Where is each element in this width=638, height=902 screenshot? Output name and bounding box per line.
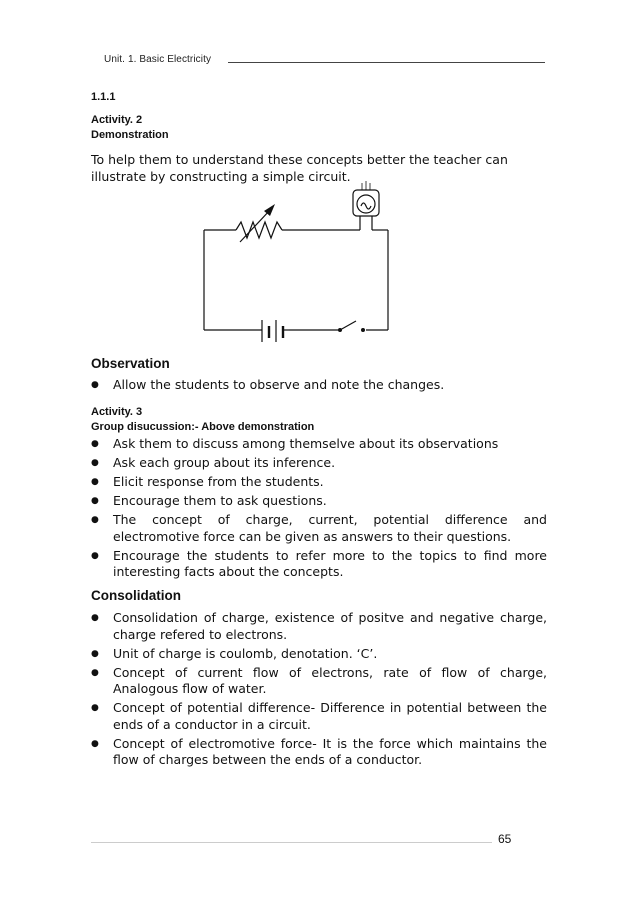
observation-list	[91, 377, 547, 396]
observation-item: ● Allow the students to observe and note the changes.	[91, 377, 547, 394]
activity-3-item: ● Elicit response from the students.	[91, 474, 547, 491]
activity-3-list	[91, 436, 547, 583]
activity-3-title: Activity. 3	[91, 406, 143, 418]
activity-2-title: Activity. 2	[91, 114, 143, 126]
section-number: 1.1.1	[91, 91, 116, 103]
switch-contact-left	[338, 328, 342, 332]
activity-3-item: ● The concept of charge, current, potential difference and electromotive force can be given as answers to their questions.	[91, 512, 547, 545]
observation-heading: Observation	[91, 356, 170, 371]
activity-3-item: ● Ask each group about its inference.	[91, 455, 547, 472]
activity-3-item: ● Ask them to discuss among themselve about its observations	[91, 436, 547, 453]
intro-paragraph: To help them to understand these concepts better the teacher can illustrate by constructing a simple circuit.	[91, 152, 508, 184]
switch-contact-right	[361, 328, 365, 332]
lamp-filament	[361, 203, 371, 209]
consolidation-item: ● Concept of potential difference- Difference in potential between the ends of a conductor in a circuit.	[91, 700, 547, 733]
consolidation-heading: Consolidation	[91, 588, 181, 603]
consolidation-item: ● Consolidation of charge, existence of positve and negative charge, charge refered to electrons.	[91, 610, 547, 643]
rheostat-resistor	[236, 222, 282, 238]
switch-lever	[340, 321, 356, 330]
activity-3-heading	[91, 405, 314, 435]
activity-3-item: ● Encourage the students to refer more to the topics to find more interesting facts about the concepts.	[91, 548, 547, 581]
activity-3-subtitle: Group disucussion:- Above demonstration	[91, 421, 315, 433]
consolidation-item: ● Concept of electromotive force- It is the force which maintains the flow of charges between the ends of a conductor.	[91, 736, 547, 769]
activity-2-subtitle: Demonstration	[91, 129, 169, 141]
running-header: Unit. 1. Basic Electricity	[104, 54, 212, 65]
consolidation-list	[91, 610, 547, 771]
lamp-bulb	[357, 195, 375, 213]
activity-3-item: ● Encourage them to ask questions.	[91, 493, 547, 510]
consolidation-item: ● Unit of charge is coulomb, denotation. ‘C’.	[91, 646, 547, 663]
page-number: 65	[498, 832, 512, 846]
footer-rule	[91, 842, 492, 843]
consolidation-item: ● Concept of current flow of electrons, rate of flow of charge, Analogous flow of water.	[91, 665, 547, 698]
